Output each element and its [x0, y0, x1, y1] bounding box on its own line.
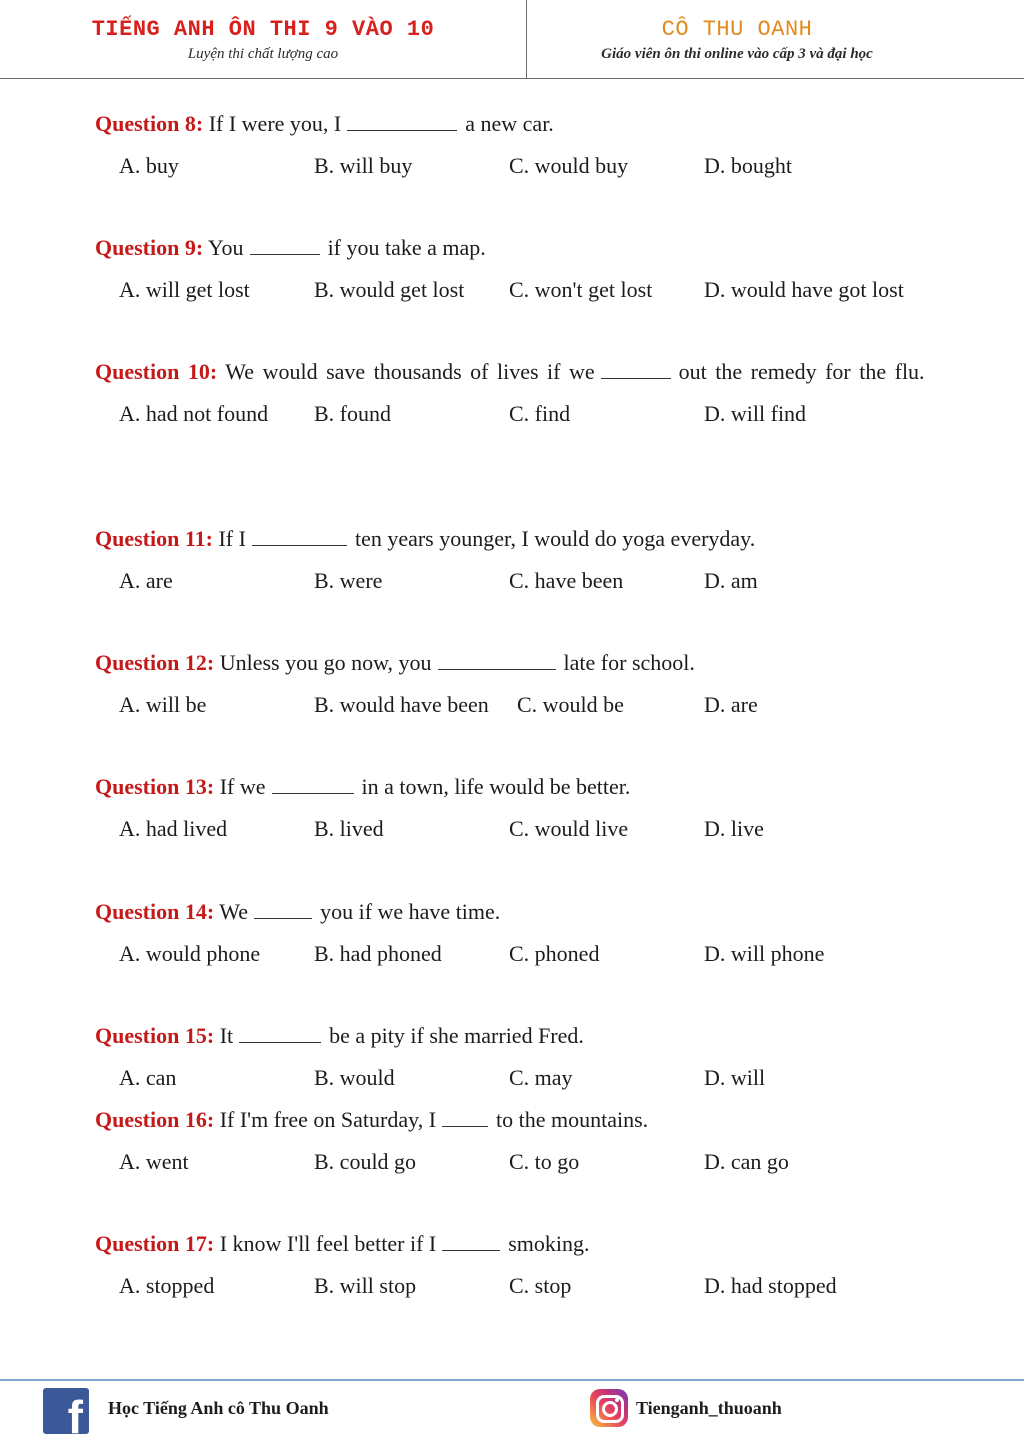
options-row: [95, 145, 955, 187]
stem-after: be a pity if she married Fred.: [329, 1023, 584, 1048]
option-d: D. will: [704, 1065, 766, 1090]
option-c: C. have been: [509, 568, 624, 593]
option-b: B. would: [314, 1065, 395, 1090]
option-a: A. stopped: [119, 1273, 215, 1298]
option-d: D. bought: [704, 153, 792, 178]
option-c: C. find: [509, 401, 571, 426]
question-11: [95, 518, 955, 602]
stem-after: if you take a map.: [327, 235, 486, 260]
option-c: C. stop: [509, 1273, 572, 1298]
question-number: Question 10:: [95, 359, 218, 384]
answer-blank: [252, 525, 347, 546]
option-d: D. are: [704, 692, 758, 717]
option-c: C. won't get lost: [509, 277, 653, 302]
question-10: [95, 351, 937, 435]
option-b: B. will stop: [314, 1273, 417, 1298]
stem-before: It: [219, 1023, 234, 1048]
answer-blank: [250, 234, 320, 255]
option-a: A. had lived: [119, 816, 228, 841]
option-b: B. will buy: [314, 153, 413, 178]
question-8: [95, 103, 955, 187]
header-teacher-name: CÔ THU OANH: [661, 17, 813, 42]
option-d: D. am: [704, 568, 758, 593]
options-row: [95, 1057, 955, 1099]
question-number: Question 13:: [95, 774, 215, 799]
option-a: A. buy: [119, 153, 179, 178]
stem-after: to the mountains.: [496, 1107, 649, 1132]
options-row: [95, 269, 955, 311]
option-c: C. to go: [509, 1149, 580, 1174]
header-course-subtitle: Luyện thi chất lượng cao: [187, 46, 339, 62]
question-number: Question 11:: [95, 526, 213, 551]
question-number: Question 15:: [95, 1023, 215, 1048]
options-row: [95, 393, 937, 435]
option-b: B. would get lost: [314, 277, 465, 302]
stem-after: a new car.: [465, 111, 554, 136]
options-row: [95, 808, 955, 850]
option-c: C. would be: [517, 692, 624, 717]
stem-after: smoking.: [508, 1231, 590, 1256]
option-d: D. live: [704, 816, 764, 841]
option-c: C. may: [509, 1065, 573, 1090]
instagram-icon[interactable]: [590, 1389, 628, 1427]
option-c: C. would buy: [509, 153, 629, 178]
question-17: [95, 1223, 955, 1307]
stem-before: We: [219, 899, 249, 924]
options-row: [95, 1141, 955, 1183]
options-row: [95, 933, 955, 975]
question-13: [95, 766, 955, 850]
question-9: [95, 227, 955, 311]
answer-blank: [438, 649, 556, 670]
option-a: A. had not found: [119, 401, 269, 426]
question-stem: [95, 1099, 955, 1141]
answer-blank: [601, 358, 671, 379]
question-number: Question 16:: [95, 1107, 215, 1132]
stem-after: out the remedy for the flu.: [678, 359, 925, 384]
option-b: B. would have been: [314, 692, 489, 717]
option-b: B. found: [314, 401, 391, 426]
stem-before: I know I'll feel better if I: [219, 1231, 437, 1256]
question-stem: [95, 891, 955, 933]
option-a: A. will get lost: [119, 277, 250, 302]
stem-after: you if we have time.: [320, 899, 501, 924]
answer-blank: [239, 1022, 321, 1043]
instagram-handle-label[interactable]: Tienganh_thuoanh: [636, 1398, 782, 1418]
option-c: C. would live: [509, 816, 629, 841]
question-stem: [95, 766, 955, 808]
option-d: D. will find: [704, 401, 807, 426]
option-d: D. can go: [704, 1149, 789, 1174]
stem-before: If I'm free on Saturday, I: [219, 1107, 437, 1132]
stem-after: in a town, life would be better.: [361, 774, 631, 799]
option-d: D. had stopped: [704, 1273, 837, 1298]
answer-blank: [442, 1230, 500, 1251]
options-row: [95, 684, 955, 726]
stem-before: We would save thousands of lives if we: [225, 359, 595, 384]
stem-before: If I: [218, 526, 246, 551]
option-a: A. can: [119, 1065, 177, 1090]
question-15: [95, 1015, 955, 1099]
question-stem: [95, 103, 955, 145]
option-b: B. lived: [314, 816, 384, 841]
header-left: [0, 0, 526, 63]
stem-before: If I were you, I: [208, 111, 342, 136]
question-stem: [95, 1015, 955, 1057]
page-header: [0, 0, 1024, 79]
option-b: B. had phoned: [314, 941, 442, 966]
question-number: Question 8:: [95, 111, 204, 136]
stem-before: You: [207, 235, 244, 260]
question-number: Question 12:: [95, 650, 215, 675]
options-row: [95, 560, 955, 602]
answer-blank: [272, 773, 354, 794]
stem-after: ten years younger, I would do yoga everyday.: [354, 526, 756, 551]
stem-after: late for school.: [563, 650, 695, 675]
option-a: A. would phone: [119, 941, 261, 966]
stem-before: If we: [219, 774, 266, 799]
header-teacher-subtitle: Giáo viên ôn thi online vào cấp 3 và đại học: [601, 46, 873, 62]
option-a: A. are: [119, 568, 173, 593]
question-stem: [95, 642, 955, 684]
option-b: B. were: [314, 568, 383, 593]
question-stem: [95, 351, 937, 393]
answer-blank: [254, 898, 312, 919]
facebook-icon[interactable]: f: [43, 1388, 89, 1434]
option-c: C. phoned: [509, 941, 600, 966]
answer-blank: [347, 110, 457, 131]
question-stem: [95, 518, 955, 560]
option-b: B. could go: [314, 1149, 417, 1174]
question-number: Question 17:: [95, 1231, 215, 1256]
option-a: A. will be: [119, 692, 207, 717]
options-row: [95, 1265, 955, 1307]
question-14: [95, 891, 955, 975]
question-stem: [95, 1223, 955, 1265]
question-stem: [95, 227, 955, 269]
footer-divider: [0, 1379, 1024, 1381]
question-number: Question 9:: [95, 235, 204, 260]
option-d: D. would have got lost: [704, 277, 904, 302]
facebook-page-label[interactable]: Học Tiếng Anh cô Thu Oanh: [108, 1398, 329, 1418]
question-16: [95, 1099, 955, 1183]
stem-before: Unless you go now, you: [219, 650, 432, 675]
option-d: D. will phone: [704, 941, 825, 966]
header-course-title: TIẾNG ANH ÔN THI 9 VÀO 10: [91, 17, 435, 42]
header-right: [527, 0, 947, 63]
question-number: Question 14:: [95, 899, 215, 924]
question-12: [95, 642, 955, 726]
answer-blank: [442, 1106, 488, 1127]
option-a: A. went: [119, 1149, 189, 1174]
